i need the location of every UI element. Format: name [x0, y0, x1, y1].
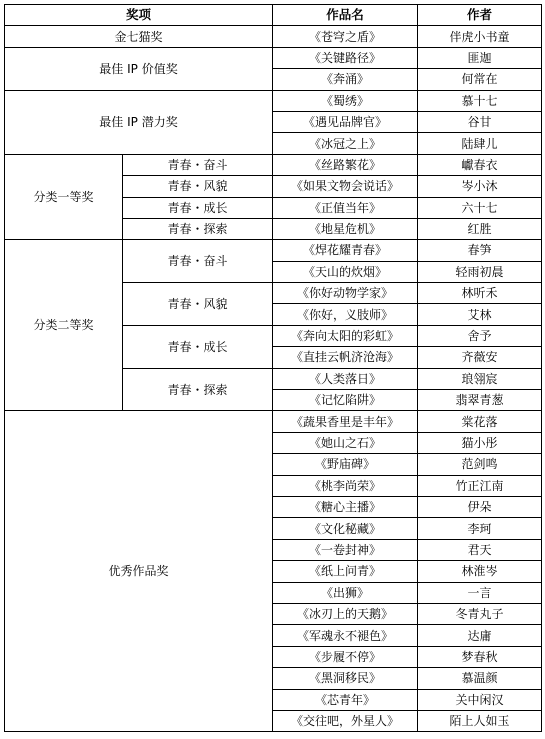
category-cell: 青春・奋斗	[123, 154, 273, 175]
author-cell: 达庸	[418, 625, 542, 646]
work-title-cell: 《丝路繁花》	[273, 154, 418, 175]
work-title-cell: 《奔向太阳的彩虹》	[273, 325, 418, 346]
author-cell: 翡翠青葱	[418, 390, 542, 411]
author-cell: 红胜	[418, 218, 542, 239]
work-title-cell: 《你好，义肢师》	[273, 304, 418, 325]
work-title-cell: 《步履不停》	[273, 646, 418, 667]
award-name-cell: 分类二等奖	[5, 240, 123, 411]
award-name-cell: 金七猫奖	[5, 26, 273, 47]
author-cell: 伴虎小书童	[418, 26, 542, 47]
author-cell: 范剑鸣	[418, 454, 542, 475]
author-cell: 慕十七	[418, 90, 542, 111]
table-row	[5, 240, 542, 261]
award-name-cell: 最佳 IP 潜力奖	[5, 90, 273, 154]
awards-table	[4, 4, 542, 732]
table-row	[5, 411, 542, 432]
work-title-cell: 《冰刃上的天鹅》	[273, 603, 418, 624]
work-title-cell: 《纸上问青》	[273, 561, 418, 582]
work-title-cell: 《黑洞移民》	[273, 668, 418, 689]
author-cell: 舍予	[418, 325, 542, 346]
author-cell: 陌上人如玉	[418, 710, 542, 731]
work-title-cell: 《出狮》	[273, 582, 418, 603]
work-title-cell: 《蜀绣》	[273, 90, 418, 111]
category-cell: 青春・风貌	[123, 283, 273, 326]
header-award: 奖项	[5, 5, 273, 26]
author-cell: 谷甘	[418, 111, 542, 132]
work-title-cell: 《一卷封神》	[273, 539, 418, 560]
author-cell: 伊朵	[418, 496, 542, 517]
author-cell: 关中闲汉	[418, 689, 542, 710]
table-row	[5, 154, 542, 175]
author-cell: 君天	[418, 539, 542, 560]
author-cell: 梦春秋	[418, 646, 542, 667]
work-title-cell: 《糖心主播》	[273, 496, 418, 517]
author-cell: 何常在	[418, 69, 542, 90]
award-name-cell: 优秀作品奖	[5, 411, 273, 732]
author-cell: 林淮岑	[418, 561, 542, 582]
author-cell: 李珂	[418, 518, 542, 539]
work-title-cell: 《苍穹之盾》	[273, 26, 418, 47]
work-title-cell: 《文化秘藏》	[273, 518, 418, 539]
work-title-cell: 《军魂永不褪色》	[273, 625, 418, 646]
award-name-cell: 分类一等奖	[5, 154, 123, 240]
category-cell: 青春・探索	[123, 218, 273, 239]
author-cell: 齐薇安	[418, 347, 542, 368]
category-cell: 青春・成长	[123, 325, 273, 368]
work-title-cell: 《焊花耀青春》	[273, 240, 418, 261]
work-title-cell: 《冰冠之上》	[273, 133, 418, 154]
header-author: 作者	[418, 5, 542, 26]
author-cell: 竹正江南	[418, 475, 542, 496]
author-cell: 一言	[418, 582, 542, 603]
table-row	[5, 26, 542, 47]
work-title-cell: 《如果文物会说话》	[273, 176, 418, 197]
work-title-cell: 《遇见品牌官》	[273, 111, 418, 132]
work-title-cell: 《正值当年》	[273, 197, 418, 218]
work-title-cell: 《关键路径》	[273, 47, 418, 68]
author-cell: 林听禾	[418, 283, 542, 304]
header-work: 作品名	[273, 5, 418, 26]
author-cell: 春笋	[418, 240, 542, 261]
author-cell: 慕温颜	[418, 668, 542, 689]
author-cell: 猫小彤	[418, 432, 542, 453]
author-cell: 琅翎宸	[418, 368, 542, 389]
work-title-cell: 《她山之石》	[273, 432, 418, 453]
author-cell: 冬青丸子	[418, 603, 542, 624]
work-title-cell: 《你好动物学家》	[273, 283, 418, 304]
author-cell: 岑小沐	[418, 176, 542, 197]
author-cell: 陆肆儿	[418, 133, 542, 154]
work-title-cell: 《交往吧，外星人》	[273, 710, 418, 731]
category-cell: 青春・探索	[123, 368, 273, 411]
award-name-cell: 最佳 IP 价值奖	[5, 47, 273, 90]
category-cell: 青春・奋斗	[123, 240, 273, 283]
work-title-cell: 《地星危机》	[273, 218, 418, 239]
work-title-cell: 《芯青年》	[273, 689, 418, 710]
author-cell: 六十七	[418, 197, 542, 218]
work-title-cell: 《桃李尚荣》	[273, 475, 418, 496]
header-row	[5, 5, 542, 26]
work-title-cell: 《人类落日》	[273, 368, 418, 389]
work-title-cell: 《蔬果香里是丰年》	[273, 411, 418, 432]
work-title-cell: 《直挂云帆济沧海》	[273, 347, 418, 368]
category-cell: 青春・风貌	[123, 176, 273, 197]
work-title-cell: 《奔涌》	[273, 69, 418, 90]
author-cell: 艾林	[418, 304, 542, 325]
author-cell: 棠花落	[418, 411, 542, 432]
work-title-cell: 《野庙碑》	[273, 454, 418, 475]
table-row	[5, 47, 542, 68]
work-title-cell: 《记忆陷阱》	[273, 390, 418, 411]
work-title-cell: 《天山的炊烟》	[273, 261, 418, 282]
category-cell: 青春・成长	[123, 197, 273, 218]
author-cell: 轻雨初晨	[418, 261, 542, 282]
table-row	[5, 90, 542, 111]
author-cell: 匪迦	[418, 47, 542, 68]
author-cell: 巘春衣	[418, 154, 542, 175]
